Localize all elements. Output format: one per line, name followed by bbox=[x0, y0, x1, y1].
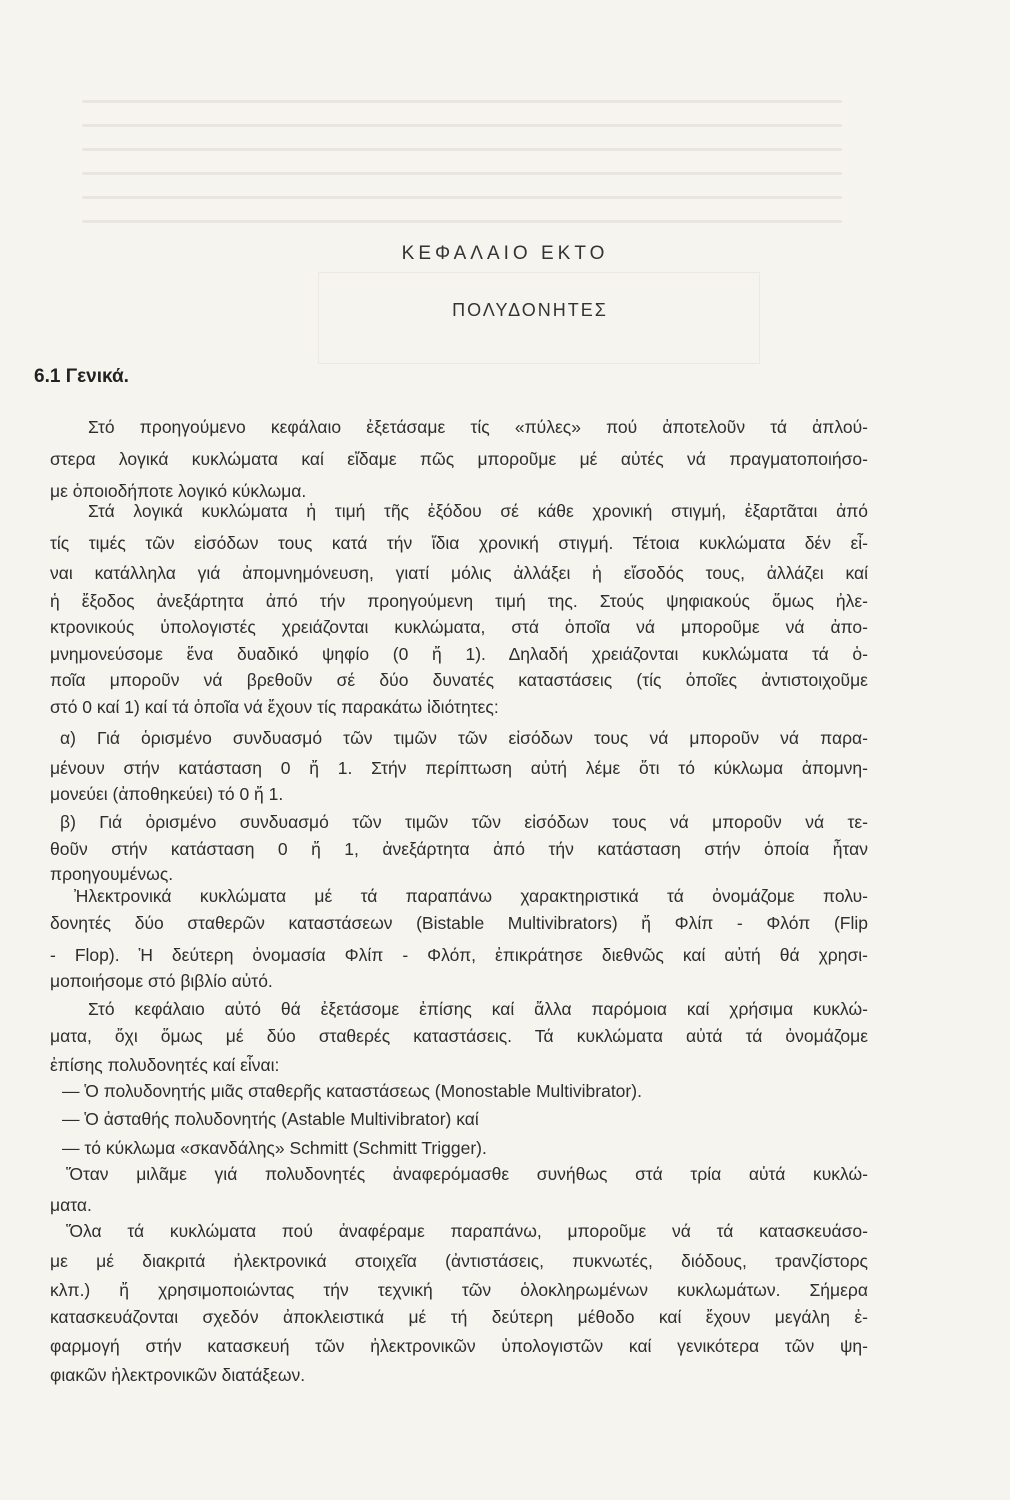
text-line: ἡ ἔξοδος ἀνεξάρτητα ἀπό τήν προηγούμενη τιμή της. Στούς ψηφιακούς ὅμως ἠλε- bbox=[50, 591, 868, 611]
text-line: μοποιήσομε στό βιβλίο αὐτό. bbox=[50, 971, 273, 991]
text-line: Στό κεφάλαιο αὐτό θά ἐξετάσομε ἐπίσης καί ἄλλα παρόμοια καί χρήσιμα κυκλώ- bbox=[88, 999, 868, 1019]
text-line: προηγουμένως. bbox=[50, 864, 174, 884]
text-line: φιακῶν ἠλεκτρονικῶν διατάξεων. bbox=[50, 1365, 306, 1385]
text-line: - Flop). Ἡ δεύτερη ὀνομασία Φλίπ - Φλόπ, ἐπικράτησε διεθνῶς καί αὐτή θά χρησι- bbox=[50, 945, 868, 965]
text-line: με ὁποιοδήποτε λογικό κύκλωμα. bbox=[50, 481, 307, 501]
text-line: Ὅταν μιλᾶμε γιά πολυδονητές ἀναφερόμασθε συνήθως στά τρία αὐτά κυκλώ- bbox=[66, 1164, 868, 1184]
text-line: τίς τιμές τῶν εἰσόδων τους κατά τήν ἴδια χρονική στιγμή. Τέτοια κυκλώματα δέν εἶ- bbox=[50, 533, 868, 553]
text-line: Ἠλεκτρονικά κυκλώματα μέ τά παραπάνω χαρακτηριστικά τά ὀνομάζομε πολυ- bbox=[74, 886, 868, 906]
text-line: στό 0 καί 1) καί τά ὁποῖα νά ἔχουν τίς παρακάτω ἰδιότητες: bbox=[50, 697, 499, 717]
text-line: μνημονεύσομε ἕνα δυαδικό ψηφίο (0 ἤ 1). Δηλαδή χρειάζονται κυκλώματα τά ὁ- bbox=[50, 644, 868, 664]
text-line: β) Γιά ὁρισμένο συνδυασμό τῶν τιμῶν τῶν εἰσόδων τους νά μποροῦν νά τε- bbox=[60, 812, 868, 832]
chapter-heading: ΚΕΦΑΛΑΙΟ ΕΚΤΟ bbox=[401, 243, 609, 264]
text-line: μονεύει (ἀποθηκεύει) τό 0 ἤ 1. bbox=[50, 784, 284, 804]
text-line: μένουν στήν κατάσταση 0 ἤ 1. Στήν περίπτωση αὐτή λέμε ὅτι τό κύκλωμα ἀπομνη- bbox=[50, 758, 868, 778]
text-line: Ὅλα τά κυκλώματα πού ἀναφέραμε παραπάνω, μποροῦμε νά τά κατασκευάσο- bbox=[66, 1221, 868, 1241]
text-line: — Ὁ πολυδονητής μιᾶς σταθερῆς καταστάσεως (Monostable Multivibrator). bbox=[62, 1081, 642, 1101]
text-line: φαρμογή στήν κατασκευή τῶν ἠλεκτρονικῶν ὑπολογιστῶν καί γενικότερα τῶν ψη- bbox=[50, 1336, 868, 1356]
text-line: κτρονικούς ὑπολογιστές χρειάζονται κυκλώματα, στά ὁποῖα νά μποροῦμε νά ἀπο- bbox=[50, 617, 868, 637]
text-line: ἐπίσης πολυδονητές καί εἶναι: bbox=[50, 1055, 280, 1075]
text-line: α) Γιά ὁρισμένο συνδυασμό τῶν τιμῶν τῶν εἰσόδων τους νά μποροῦν νά παρα- bbox=[60, 728, 868, 748]
text-line: Στά λογικά κυκλώματα ἡ τιμή τῆς ἐξόδου σέ κάθε χρονική στιγμή, ἐξαρτᾶται ἀπό bbox=[88, 501, 868, 521]
text-line: — Ὁ ἀσταθής πολυδονητής (Astable Multivibrator) καί bbox=[62, 1109, 479, 1129]
text-line: ματα. bbox=[50, 1195, 92, 1215]
text-line: ματα, ὄχι ὅμως μέ δύο σταθερές καταστάσεις. Τά κυκλώματα αὐτά τά ὀνομάζομε bbox=[50, 1026, 868, 1046]
text-line: ποῖα μποροῦν νά βρεθοῦν σέ δύο δυνατές καταστάσεις (τίς ὁποῖες ἀντιστοιχοῦμε bbox=[50, 670, 868, 690]
text-line: δονητές δύο σταθερῶν καταστάσεων (Bistable Multivibrators) ἤ Φλίπ - Φλόπ (Flip bbox=[50, 913, 868, 933]
text-line: θοῦν στήν κατάσταση 0 ἤ 1, ἀνεξάρτητα ἀπό τήν κατάσταση στήν ὁποία ἦταν bbox=[50, 839, 868, 859]
text-line: Στό προηγούμενο κεφάλαιο ἐξετάσαμε τίς «πύλες» πού ἀποτελοῦν τά ἀπλού- bbox=[88, 417, 868, 437]
text-line: κατασκευάζονται σχεδόν ἀποκλειστικά μέ τή δεύτερη μέθοδο καί ἔχουν μεγάλη ἐ- bbox=[50, 1307, 868, 1327]
text-line: με μέ διακριτά ἠλεκτρονικά στοιχεῖα (ἀντιστάσεις, πυκνωτές, διόδους, τρανζίστορς bbox=[50, 1251, 868, 1271]
text-line: στερα λογικά κυκλώματα καί εἴδαμε πῶς μποροῦμε μέ αὐτές νά πραγματοποιήσο- bbox=[50, 449, 868, 469]
text-line: — τό κύκλωμα «σκανδάλης» Schmitt (Schmitt Trigger). bbox=[62, 1138, 487, 1158]
text-line: κλπ.) ἤ χρησιμοποιώντας τήν τεχνική τῶν ὁλοκληρωμένων κυκλωμάτων. Σήμερα bbox=[50, 1280, 868, 1300]
section-heading: 6.1 Γενικά. bbox=[34, 366, 129, 387]
chapter-title: ΠΟΛΥΔΟΝΗΤΕΣ bbox=[452, 300, 608, 320]
text-line: ναι κατάλληλα γιά ἀπομνημόνευση, γιατί μόλις ἀλλάξει ἡ εἴσοδός τους, ἀλλάζει καί bbox=[50, 563, 868, 583]
